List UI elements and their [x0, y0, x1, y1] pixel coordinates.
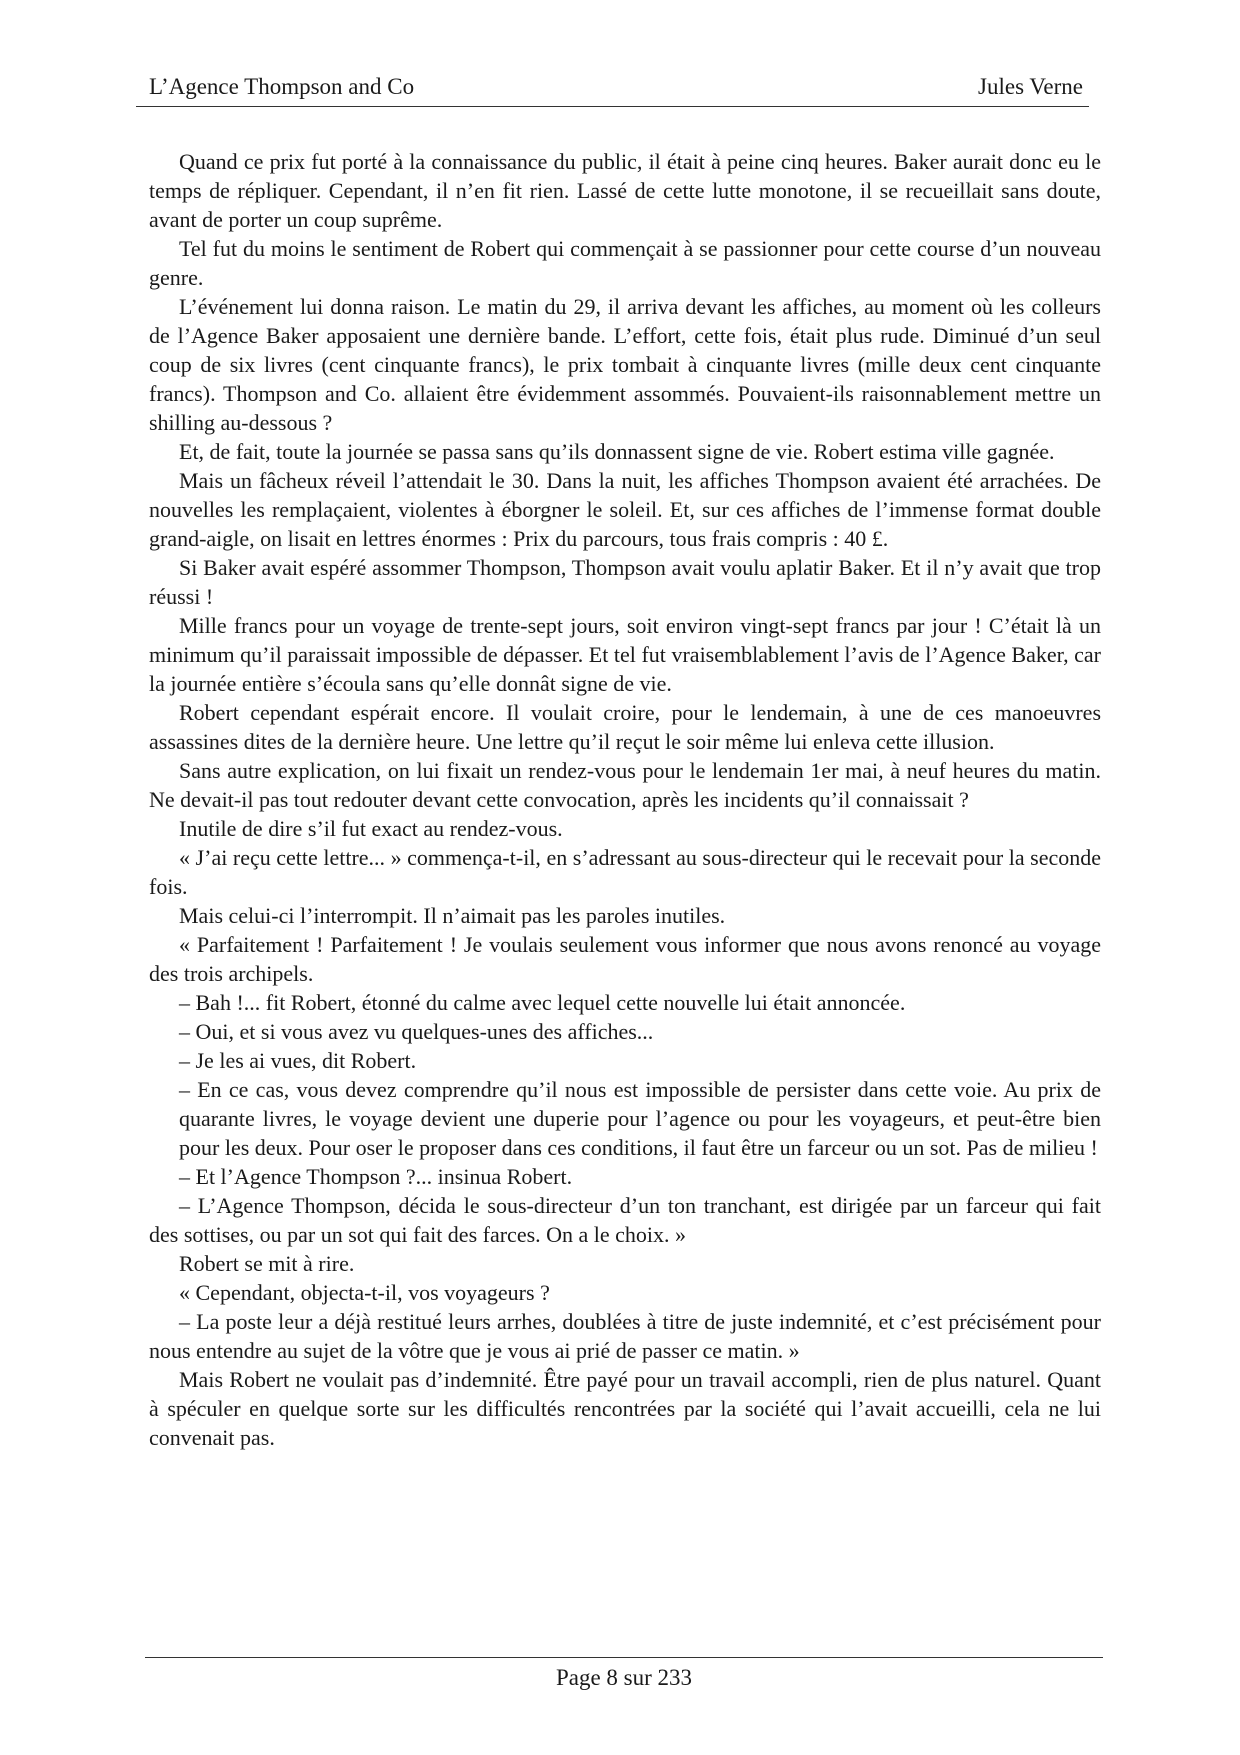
- author-name: Jules Verne: [978, 74, 1083, 99]
- paragraph: Robert se mit à rire.: [179, 1251, 355, 1276]
- paragraph: – En ce cas, vous devez comprendre qu’il nous est impossible de persister dans cette voie. Au prix de quarante livres, le voyage devient une duperie pour l’agence ou pour les voyageurs, et peut-être bien pour les deux. Pour oser le proposer dans ces conditions, il faut être un farceur ou un sot. Pas de milieu !: [179, 1077, 1101, 1160]
- page-body: [149, 147, 1101, 1452]
- page-header: [136, 72, 1089, 107]
- paragraph: – Je les ai vues, dit Robert.: [179, 1048, 417, 1073]
- paragraph: Et, de fait, toute la journée se passa sans qu’ils donnassent signe de vie. Robert estima ville gagnée.: [179, 439, 1055, 464]
- paragraph: Quand ce prix fut porté à la connaissance du public, il était à peine cinq heures. Baker aurait donc eu le temps de répliquer. Cependant, il n’en fit rien. Lassé de cette lutte monotone, il se recueillait sans doute, avant de porter un coup suprême.: [149, 149, 1101, 232]
- paragraph: Inutile de dire s’il fut exact au rendez-vous.: [179, 816, 563, 841]
- paragraph: « Cependant, objecta-t-il, vos voyageurs ?: [179, 1280, 550, 1305]
- paragraph: – L’Agence Thompson, décida le sous-directeur d’un ton tranchant, est dirigée par un farceur qui fait des sottises, ou par un sot qui fait des farces. On a le choix. »: [149, 1193, 1101, 1247]
- paragraph: – Bah !... fit Robert, étonné du calme avec lequel cette nouvelle lui était annoncée.: [179, 990, 906, 1015]
- paragraph: Mille francs pour un voyage de trente-sept jours, soit environ vingt-sept francs par jour ! C’était là un minimum qu’il paraissait impossible de dépasser. Et tel fut vraisemblablement l’avis de l’Agence Baker, car la journée entière s’écoula sans qu’elle donnât signe de vie.: [149, 613, 1101, 696]
- paragraph: Mais celui-ci l’interrompit. Il n’aimait pas les paroles inutiles.: [179, 903, 726, 928]
- paragraph: – La poste leur a déjà restitué leurs arrhes, doublées à titre de juste indemnité, et c’est précisément pour nous entendre au sujet de la vôtre que je vous ai prié de passer ce matin. »: [149, 1309, 1101, 1363]
- paragraph: – Oui, et si vous avez vu quelques-unes des affiches...: [179, 1019, 654, 1044]
- paragraph: Mais Robert ne voulait pas d’indemnité. Être payé pour un travail accompli, rien de plus naturel. Quant à spéculer en quelque sorte sur les difficultés rencontrées par la société qui l’avait accueilli, cela ne lui convenait pas.: [149, 1367, 1101, 1450]
- page-number: Page 8 sur 233: [555, 1665, 693, 1690]
- paragraph: Sans autre explication, on lui fixait un rendez-vous pour le lendemain 1er mai, à neuf heures du matin. Ne devait-il pas tout redouter devant cette convocation, après les incidents qu’il connaissait ?: [149, 758, 1101, 812]
- paragraph: « Parfaitement ! Parfaitement ! Je voulais seulement vous informer que nous avons renoncé au voyage des trois archipels.: [149, 932, 1101, 986]
- paragraph: « J’ai reçu cette lettre... » commença-t-il, en s’adressant au sous-directeur qui le recevait pour la seconde fois.: [149, 845, 1101, 899]
- paragraph: Si Baker avait espéré assommer Thompson, Thompson avait voulu aplatir Baker. Et il n’y avait que trop réussi !: [149, 555, 1101, 609]
- paragraph: – Et l’Agence Thompson ?... insinua Robert.: [179, 1164, 573, 1189]
- paragraph: L’événement lui donna raison. Le matin du 29, il arriva devant les affiches, au moment où les colleurs de l’Agence Baker apposaient une dernière bande. L’effort, cette fois, était plus rude. Diminué d’un seul coup de six livres (cent cinquante francs), le prix tombait à cinquante livres (mille deux cent cinquante francs). Thompson and Co. allaient être évidemment assommés. Pouvaient-ils raisonnablement mettre un shilling au-dessous ?: [149, 294, 1101, 435]
- paragraph: Tel fut du moins le sentiment de Robert qui commençait à se passionner pour cette course d’un nouveau genre.: [149, 236, 1101, 290]
- paragraph: Robert cependant espérait encore. Il voulait croire, pour le lendemain, à une de ces manoeuvres assassines dites de la dernière heure. Une lettre qu’il reçut le soir même lui enleva cette illusion.: [149, 700, 1101, 754]
- footer-divider: [145, 1657, 1103, 1658]
- book-title: L’Agence Thompson and Co: [149, 74, 415, 99]
- paragraph: Mais un fâcheux réveil l’attendait le 30. Dans la nuit, les affiches Thompson avaient été arrachées. De nouvelles les remplaçaient, violentes à éborgner le soleil. Et, sur ces affiches de l’immense format double grand-aigle, on lisait en lettres énormes : Prix du parcours, tous frais compris : 40 £.: [149, 468, 1101, 551]
